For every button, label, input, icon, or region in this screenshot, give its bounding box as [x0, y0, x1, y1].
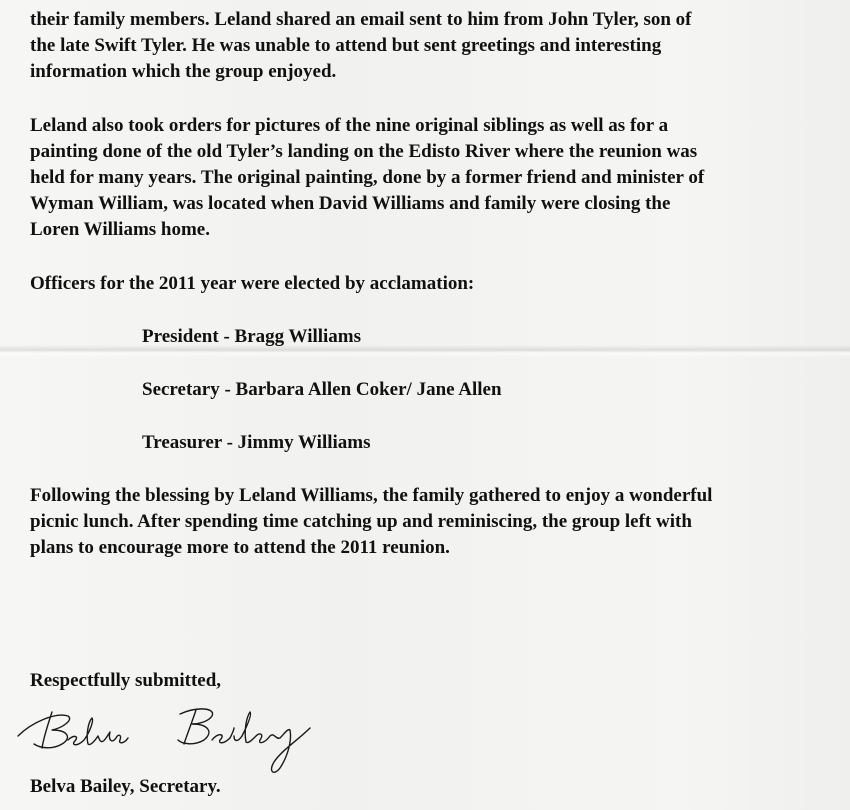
officer-treasurer: Treasurer - Jimmy Williams	[142, 432, 371, 453]
text-line: the late Swift Tyler. He was unable to attend but sent greetings and interesting	[30, 35, 662, 56]
officer-secretary: Secretary - Barbara Allen Coker/ Jane Allen	[142, 379, 502, 400]
handwritten-signature	[12, 700, 332, 780]
paragraph-family-members	[30, 7, 691, 85]
text-line: Wyman William, was located when David Williams and family were closing the	[30, 193, 671, 214]
text-line: their family members. Leland shared an email sent to him from John Tyler, son of	[30, 9, 692, 30]
text-line: Leland also took orders for pictures of the nine original siblings as well as for a	[30, 115, 669, 136]
officer-president: President - Bragg Williams	[142, 326, 362, 347]
text-line: picnic lunch. After spending time catching up and reminiscing, the group left with	[30, 511, 692, 532]
paragraph-orders	[30, 113, 704, 243]
text-line: plans to encourage more to attend the 2011 reunion.	[30, 537, 450, 558]
closing-line: Respectfully submitted,	[30, 670, 222, 691]
paragraph-blessing	[30, 483, 712, 561]
text-line: painting done of the old Tyler’s landing on the Edisto River where the reunion was	[30, 141, 698, 162]
officers-intro: Officers for the 2011 year were elected by acclamation:	[30, 273, 475, 294]
signer-name: Belva Bailey, Secretary.	[30, 776, 221, 797]
text-line: Following the blessing by Leland Williams, the family gathered to enjoy a wonderful	[30, 485, 713, 506]
text-line: information which the group enjoyed.	[30, 61, 337, 82]
text-line: held for many years. The original painting, done by a former friend and minister of	[30, 167, 705, 188]
text-line: Loren Williams home.	[30, 219, 210, 240]
